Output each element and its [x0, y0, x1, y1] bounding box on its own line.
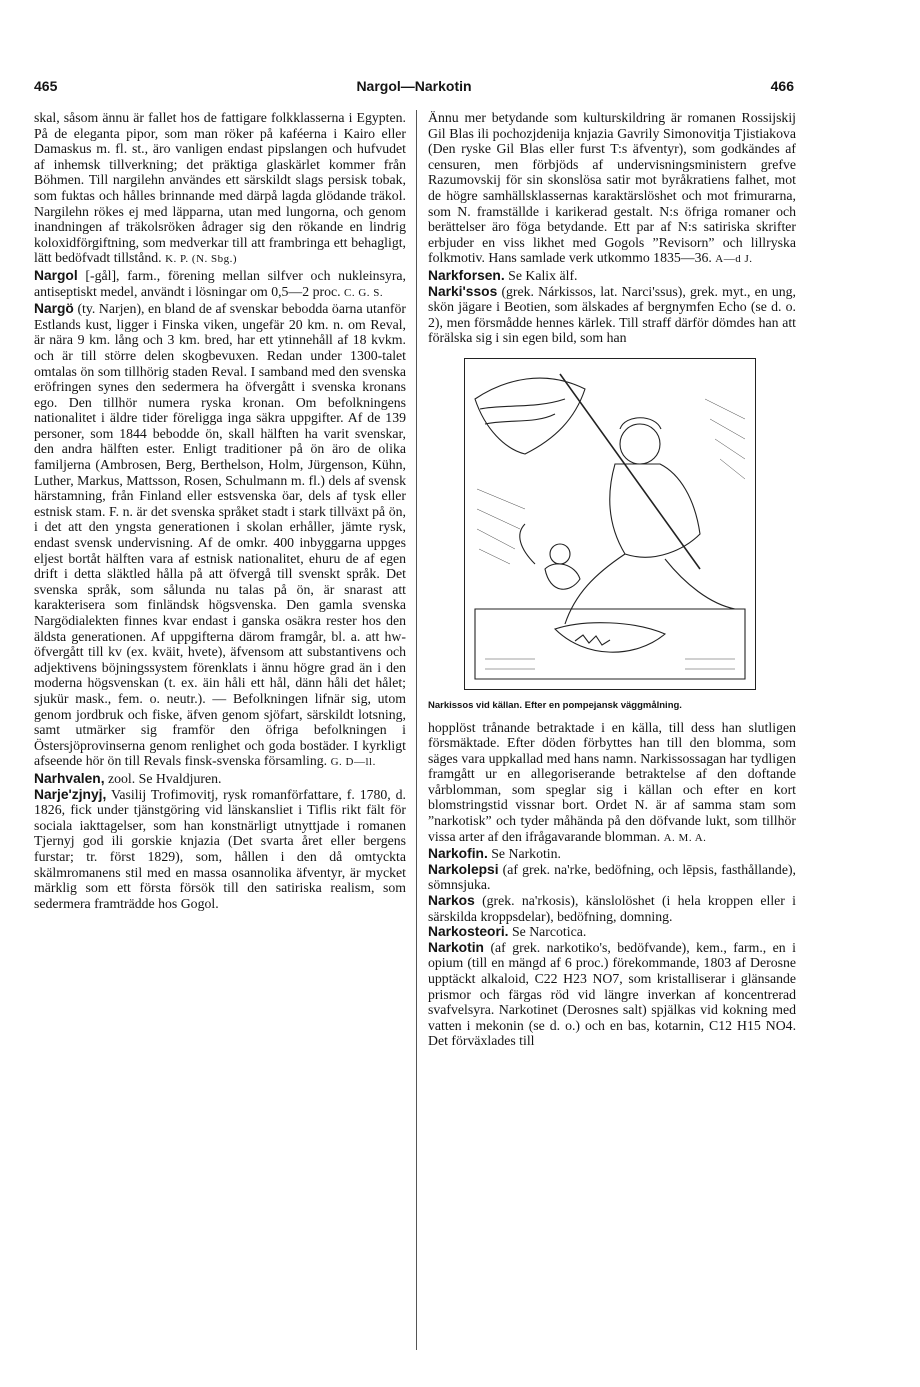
- entry-narkissos: Narki'ssos (grek. Nárkissos, lat. Narci'ssus), grek. myt., en ung, skön jägare i Beotien, som älskades af bergnymfen Echo (se d. o. 2), men försmådde hennes kärlek. Till straff därför dömdes han att förälska sig i sin egen bild, som han: [428, 283, 797, 346]
- narkissos-continuation: hopplöst trånande betraktade i en källa, till dess han slutligen försmäktade. Efter döden förbyttes han till den blomma, som säges vara uppkallad med hans namn. Narkissossagan har tydligen framgått ur en allegoriserande betraktelse af den doftande vårblomman, som speglar sig i källan och efter en kort blomstringstid vissnar bort. Ordet N. är af samma stam som ”narkotisk” och tyder måhända på den döfvande lukt, som tillhör vissa arter af den ifrågavarande blomman. A. M. A.: [428, 719, 796, 844]
- signature: A. M. A.: [663, 831, 707, 844]
- narjezhnyj-continuation: Ännu mer betydande som kulturskildring är romanen Rossijskij Gil Blas ili pochozjdenija knjazia Gavrily Simonovitja Tjistiakova (Den ryske Gil Blas eller furst T:s äfventyr), som godkändes af censuren, men förbjöds af undervisningsministern grefve Razumovskij för sin skonslösa satir mot byråkratiens falhet, mot de högre samhällsklassernas karaktärslöshet och mot frimurarna, som N. framställde i karikerad gestalt. N:s öfriga romaner och berättelser äro föga betydande. Ett par af N:s satiriska skrifter erbjuder en viss likhet med Gogols ”Revisorn” och lillryska folkmotiv. Hans samlade verk utkommo 1835—36. A—d J.: [428, 110, 796, 266]
- right-column: [428, 110, 796, 1049]
- entry-narkofin: Narkofin. Se Narkotin.: [428, 846, 561, 862]
- entry-narkos: Narkos (grek. na'rkosis), känslolöshet (i hela kroppen eller i särskilda kroppsdelar), bedöfning, domning.: [428, 893, 797, 924]
- left-page-number: 465: [34, 78, 58, 94]
- entry-narjezhnyj: Narje'zjnyj, Vasilij Trofimovitj, rysk romanförfattare, f. 1780, d. 1826, fick under tjänstgöring vid länskansliet i Tiflis rikt fält för sociala iakttagelser, som han konstnärligt utnyttjade i romanen Tjernyj god ili gorskie knjazia (Det svarta året eller bergens furstar; tr. först 1829), som, hållen i den då omtyckta skälmromanens stil med en massa osannolika äfventyr, är mycket märklig som ett första försök till den satiriska realism, som sedermera framträdde hos Gogol.: [34, 786, 406, 911]
- entry-nargol: Nargol [-gål], farm., förening mellan silfver och nukleinsyra, antiseptiskt medel, användt i lösningar om 0,5—2 proc. C. G. S.: [34, 267, 406, 299]
- running-title: Nargol—Narkotin: [356, 78, 472, 94]
- entry-nargo: Nargö (ty. Narjen), en bland de af svenskar bebodda öarna utanför Estlands kust, ligger i Finska viken, ungefär 20 km. n. om Reval, är nära 9 km. lång och 3 km. bred, har ett ytinnehåll af 18 kvkm. och är till större delen skogbevuxen. Redan under 1300-talet omtalas ön som tillhörig staden Reval. I samband med den svenska eröfringen synes den sedermera ha öfvergått i svenska kronans ego. Den tillhör numera ryska kronan. Om befolkningens nationalitet i äldre tider föreligga inga säkra uppgifter. Af de 139 personer, som 1844 bebodde ön, skall hälften ha varit svenskar, den andra hälften ester. Enligt traditioner på ön äro de olika familjerna (Ambrosen, Berg, Berthelson, Holm, Jürgenson, Kühn, Luther, Markus, Mattsson, Rosen, Schulmann m. fl.) dels af svensk härstamning, från Finland eller estsvenska öar, dels af tysk eller estnisk stam. F. n. är det svenska språket stadt i stark tillväxt på ön, i det att den yngsta generationen i skolan erhåller, jämte rysk, endast svensk undervisning. Af de omkr. 400 inbyggarna uppges eljest bortåt hälften vara af estnisk nationalitet, ehuru de af egen drift i detta släktled hålla på att öfvergå till svenskt språk. Det svenska språk, som sålunda nu talas på ön, är snarast att karakterisera som finländsk högsvenska. Den gamla svenska Nargödialekten finnes kvar endast i ganska osäkra rester hos den äldsta generationen. Af uppgifterna därom framgår, bl. a. att hw- öfvergått till kv (ex. kväit, hvete), äfvensom att substantivens och adjektivens böjningssystem förenklats i ännu högre grad än i den moderna högsvenskan (t. ex. äin håli ett hål, dänn håli det hålet; sjukür mask., fem. o. neutr.). — Befolkningen lifnär sig, utom genom jordbruk och fiske, äfven genom sjöfart, särskildt lotsning, samt utmärker sig framför den öfriga befolkningen i Östersjöprovinserna genom renlighet och goda bostäder. I kyrkligt afseende hör ön till Revals finsk-svenska församling. G. D—ll.: [34, 301, 406, 769]
- headword: Narkosteori.: [428, 924, 509, 940]
- narkissos-figure: [428, 358, 796, 714]
- headword: Narhvalen,: [34, 770, 105, 786]
- narkissos-illustration: [464, 358, 756, 690]
- entry-narkolepsi: Narkolepsi (af grek. na'rke, bedöfning, och lēpsis, fasthållande), sömnsjuka.: [428, 861, 797, 893]
- headword: Nargol: [34, 267, 78, 283]
- headword: Narkolepsi: [428, 861, 499, 877]
- headword: Narkotin: [428, 939, 484, 955]
- entry-narkforsen: Narkforsen. Se Kalix älf.: [428, 267, 578, 283]
- headword: Narkforsen.: [428, 267, 505, 283]
- headword: Narkos: [428, 893, 475, 909]
- chemical-formula: C12 H15 NO4: [709, 1017, 793, 1033]
- signature: G. D—ll.: [330, 756, 376, 769]
- entry-narkotin: Narkotin (af grek. narkotiko's, bedöfvande), kem., farm., en i opium (till en mängd af 6 proc.) förekommande, 1803 af Derosne upptäckt alkaloid, C22 H23 NO7, som kristalliserar i glänsande prismor och färgas röd vid längre inverkan af koncentrerad svafvelsyra. Narkotinet (Derosnes salt) spjälkas vid kokning med vatten i mekonin (se d. o.) och en bas, kotarnin, C12 H15 NO4. Det förväxlades till: [428, 939, 797, 1049]
- signature: A—d J.: [715, 253, 753, 266]
- entry-narhvalen: Narhvalen, zool. Se Hvaldjuren.: [34, 770, 222, 786]
- signature: K. P. (N. Sbg.): [165, 253, 238, 266]
- nargileh-continuation: skal, såsom ännu är fallet hos de fattigare folkklasserna i Egypten. På de eleganta pipor, som man röker på kaféerna i Kairo eller Damaskus m. fl. st., äro vanligen endast pipslangen och hufvudet af inhemsk tillverkning; det präktiga glaskärlet kommer från Böhmen. Till nargilehn användes ett särskildt slags persisk tobak, som fuktas och hålles brinnande med därpå lagda glödande träkol. Nargilehn rökes ej med läpparna, utan med lungorna, och genom inandningen af träkolsröken ådrager sig den rökande en lindrig koloxidförgiftning, som medverkar till att frambringa ett behagligt, lätt bedöfvadt tillstånd. K. P. (N. Sbg.): [34, 110, 406, 266]
- figure-caption: Narkissos vid källan. Efter en pompejansk väggmålning.: [428, 699, 682, 711]
- page-header: [34, 78, 794, 98]
- headword: Narkofin.: [428, 846, 488, 862]
- left-column: [34, 110, 406, 911]
- entry-narkosteori: Narkosteori. Se Narcotica.: [428, 924, 587, 940]
- headword: Nargö: [34, 301, 74, 317]
- signature: C. G. S.: [344, 286, 384, 299]
- headword: Narki'ssos: [428, 283, 498, 299]
- column-divider: [416, 110, 417, 1350]
- narkissos-line-drawing: [465, 359, 755, 689]
- headword: Narje'zjnyj,: [34, 786, 107, 802]
- right-page-number: 466: [770, 78, 794, 94]
- chemical-formula: C22 H23 NO7: [534, 971, 620, 986]
